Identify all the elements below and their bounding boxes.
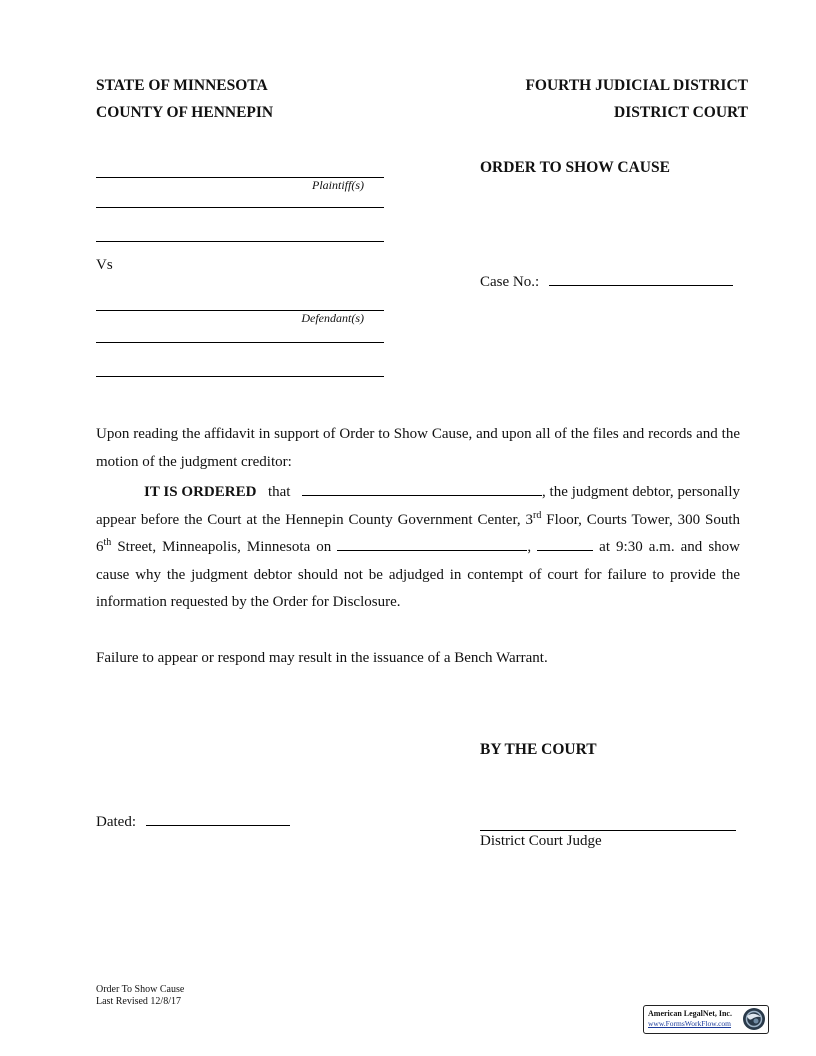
hearing-date-field[interactable]	[337, 536, 527, 551]
plaintiff-line-3[interactable]	[96, 241, 384, 242]
logo-company: American LegalNet, Inc.	[648, 1009, 732, 1018]
case-number-field[interactable]	[549, 271, 733, 286]
case-number-label: Case No.:	[480, 274, 540, 290]
floor-text: Floor, Courts Tower, 300 South 6	[96, 511, 741, 555]
defendant-label: Defendant(s)	[301, 311, 364, 325]
judge-label: District Court Judge	[480, 833, 602, 849]
hearing-year-field[interactable]	[537, 536, 593, 551]
ordinal-rd: rd	[533, 509, 542, 521]
footer-form-name: Order To Show Cause	[96, 984, 185, 995]
comma-text: ,	[527, 539, 532, 555]
ordered-rest-text: 9:30 a.m. and show cause why the judgment debtor should not be adjudged in contempt of court for failure to provide the information requested by the Order for Disclosure.	[96, 539, 741, 610]
at-text: at	[599, 539, 610, 555]
globe-icon	[742, 1007, 766, 1031]
street-text: Street, Minneapolis, Minnesota on	[111, 539, 332, 555]
defendant-line-3[interactable]	[96, 376, 384, 377]
dated-label: Dated:	[96, 814, 136, 830]
ordered-heading: IT IS ORDERED	[144, 484, 257, 500]
footer-revised: Last Revised 12/8/17	[96, 996, 181, 1007]
case-number-row	[480, 269, 733, 297]
ordered-paragraph	[96, 479, 740, 617]
ordered-that: that	[267, 484, 291, 500]
document-title: ORDER TO SHOW CAUSE	[480, 159, 670, 176]
state-heading: STATE OF MINNESOTA	[96, 77, 268, 94]
court-heading: DISTRICT COURT	[614, 104, 748, 121]
legalnet-logo[interactable]	[643, 1005, 769, 1034]
ordered-appear-text: , the judgment debtor, personally appear before the Court at the Hennepin County Government Center, 3	[96, 484, 741, 528]
logo-url[interactable]: www.FormsWorkFlow.com	[648, 1019, 732, 1028]
dated-field[interactable]	[146, 811, 290, 826]
district-heading: FOURTH JUDICIAL DISTRICT	[525, 77, 748, 94]
dated-row	[96, 809, 290, 837]
versus-label: Vs	[96, 257, 113, 273]
intro-paragraph: Upon reading the affidavit in support of Order to Show Cause, and upon all of the files and records and the motion of the judgment creditor:	[96, 426, 740, 470]
plaintiff-line-2[interactable]	[96, 207, 384, 208]
defendant-line-2[interactable]	[96, 342, 384, 343]
plaintiff-label: Plaintiff(s)	[312, 178, 364, 192]
county-heading: COUNTY OF HENNEPIN	[96, 104, 274, 121]
ordinal-th: th	[103, 537, 112, 548]
judgment-debtor-field[interactable]	[302, 481, 542, 496]
bench-warrant-warning: Failure to appear or respond may result in the issuance of a Bench Warrant.	[96, 650, 548, 666]
by-the-court-heading: BY THE COURT	[480, 741, 597, 758]
